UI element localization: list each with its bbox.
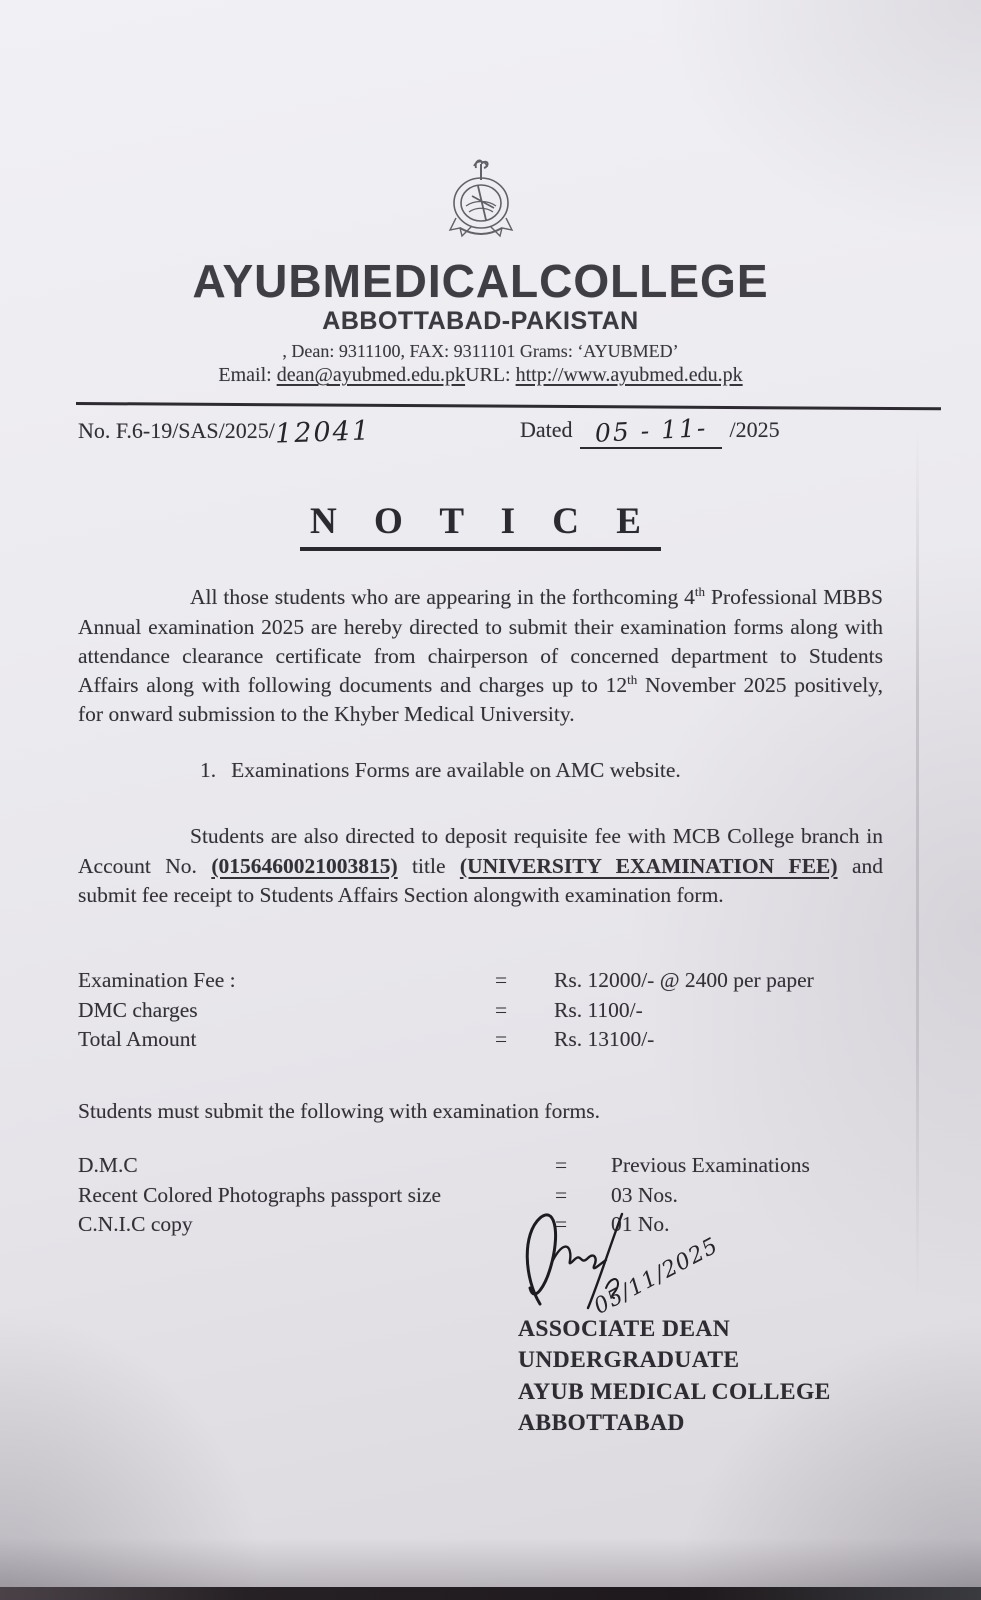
date-handwritten: 05 - 11- — [594, 413, 708, 449]
list-number: 1. — [200, 758, 217, 783]
requirement-value: 01 No. — [611, 1212, 670, 1237]
fee-label: DMC charges — [78, 997, 198, 1022]
para2-seg2: title — [397, 853, 460, 878]
email-label: Email: — [218, 364, 277, 387]
signatory-block — [518, 1314, 883, 1439]
list-text: Examinations Forms are available on AMC website. — [231, 758, 681, 783]
dated-label: Dated — [520, 417, 573, 443]
letterhead — [78, 0, 883, 387]
equals-sign: = — [555, 1212, 568, 1237]
equals-sign: = — [495, 968, 508, 993]
fee-row-dmc — [78, 996, 883, 1026]
photo-edge-strip — [0, 1587, 981, 1600]
fee-row-examination — [78, 966, 883, 996]
signature-area — [78, 1233, 883, 1320]
fee-table — [78, 966, 883, 1055]
date-group — [520, 413, 780, 449]
college-location: ABBOTTABAD-PAKISTAN — [322, 307, 639, 336]
requirement-label: Recent Colored Photographs passport size — [78, 1182, 442, 1207]
year-printed: /2025 — [729, 417, 780, 443]
equals-sign: = — [555, 1182, 568, 1207]
equals-sign: = — [495, 997, 508, 1022]
requirement-row-photos — [78, 1181, 883, 1211]
para1-seg3: November 2025 positively, for onward submission to the Khyber Medical University. — [78, 673, 883, 727]
date-underline — [580, 413, 722, 449]
fee-row-total — [78, 1025, 883, 1055]
paragraph-fee-deposit — [78, 822, 883, 910]
fee-value: Rs. 1100/- — [554, 997, 643, 1022]
para1-seg2: Professional MBBS Annual examination 2025 are hereby directed to submit their examination forms along with attendance clearance certificate from chairperson of concerned department to Students Affairs along with following documents and charges up to 12 — [78, 585, 883, 697]
account-number: (0156460021003815) — [211, 853, 398, 878]
requirement-row-cnic — [78, 1210, 883, 1240]
para2-seg1: Students are also directed to deposit requisite fee with MCB College branch in Account No. — [78, 824, 883, 878]
equals-sign: = — [495, 1027, 508, 1052]
fee-value: Rs. 13100/- — [554, 1027, 655, 1052]
signatory-institution: AYUB MEDICAL COLLEGE — [518, 1378, 831, 1405]
requirement-value: 03 Nos. — [611, 1182, 678, 1207]
paragraph-intro — [78, 583, 883, 729]
fee-label: Examination Fee : — [78, 968, 236, 993]
requirement-label: C.N.I.C copy — [78, 1212, 193, 1237]
para2-seg3: and submit fee receipt to Students Affairs Section alongwith examination form. — [78, 853, 884, 907]
contact-line: , Dean: 9311100, FAX: 9311101 Grams: ‘AYUBMED’ — [282, 341, 679, 362]
signatory-title: ASSOCIATE DEAN — [518, 1316, 731, 1343]
college-crest-logo — [436, 156, 526, 253]
para1-superscript-th: th — [694, 584, 706, 600]
fee-account-title: (UNIVERSITY EXAMINATION FEE) — [459, 853, 838, 878]
fee-label: Total Amount — [78, 1027, 197, 1052]
email-address: dean@ayubmed.edu.pk — [276, 364, 466, 387]
reference-number-printed: No. F.6-19/SAS/2025/ — [78, 418, 275, 444]
fee-value: Rs. 12000/- @ 2400 per paper — [554, 968, 814, 993]
college-name: AYUBMEDICALCOLLEGE — [192, 255, 769, 307]
notice-title: N O T I C E — [300, 501, 661, 551]
para1-superscript-th2: th — [627, 671, 638, 687]
email-url-line — [78, 364, 883, 387]
submission-note: Students must submit the following with examination forms. — [78, 1099, 600, 1124]
notice-title-wrap — [78, 500, 883, 543]
url-label: URL: — [465, 364, 516, 387]
header-divider-line — [76, 402, 941, 410]
website-url: http://www.ayubmed.edu.pk — [515, 364, 743, 387]
list-item-exam-forms — [200, 758, 883, 783]
requirement-value: Previous Examinations — [611, 1153, 810, 1178]
signatory-city: ABBOTTABAD — [518, 1409, 685, 1436]
para1-seg1: All those students who are appearing in the forthcoming 4 — [190, 585, 695, 610]
reference-row — [78, 414, 883, 458]
reference-number-handwritten: 12041 — [274, 415, 372, 450]
equals-sign: = — [555, 1153, 568, 1178]
requirement-label: D.M.C — [78, 1153, 138, 1178]
requirements-table — [78, 1151, 883, 1240]
signature-date-handwritten: 05/11/2025 — [590, 1233, 723, 1320]
requirement-row-dmc — [78, 1151, 883, 1181]
signatory-department: UNDERGRADUATE — [518, 1347, 740, 1374]
